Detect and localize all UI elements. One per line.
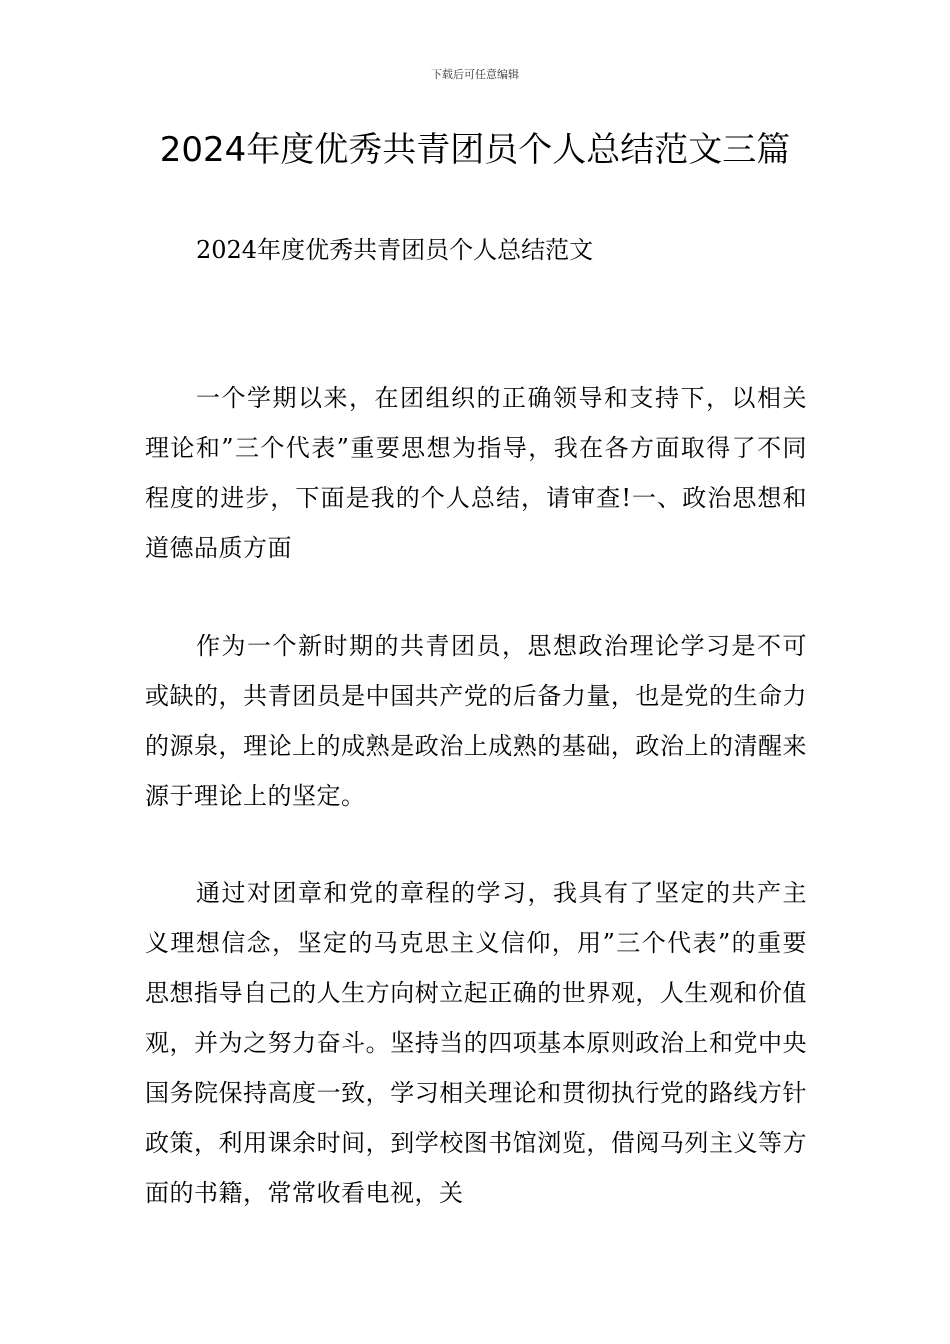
paragraph-2: 作为一个新时期的共青团员，思想政治理论学习是不可或缺的，共青团员是中国共产党的后备力量，也是党的生命力的源泉，理论上的成熟是政治上成熟的基础，政治上的清醒来源于理论上的坚定。	[145, 632, 807, 810]
document-subtitle: 2024年度优秀共青团员个人总结范文	[196, 236, 594, 264]
document-title: 2024年度优秀共青团员个人总结范文三篇	[159, 130, 791, 170]
paragraph-1: 一个学期以来，在团组织的正确领导和支持下，以相关理论和”三个代表”重要思想为指导，我在各方面取得了不同程度的进步，下面是我的个人总结，请审查!一、政治思想和道德品质方面	[145, 384, 807, 562]
paragraph-3: 通过对团章和党的章程的学习，我具有了坚定的共产主义理想信念，坚定的马克思主义信仰，用”三个代表”的重要思想指导自己的人生方向树立起正确的世界观，人生观和价值观，并为之努力奋斗。坚持当的四项基本原则政治上和党中央国务院保持高度一致，学习相关理论和贯彻执行党的路线方针政策，利用课余时间，到学校图书馆浏览，借阅马列主义等方面的书籍，常常收看电视，关	[145, 879, 807, 1207]
header-note: 下载后可任意编辑	[431, 68, 519, 81]
